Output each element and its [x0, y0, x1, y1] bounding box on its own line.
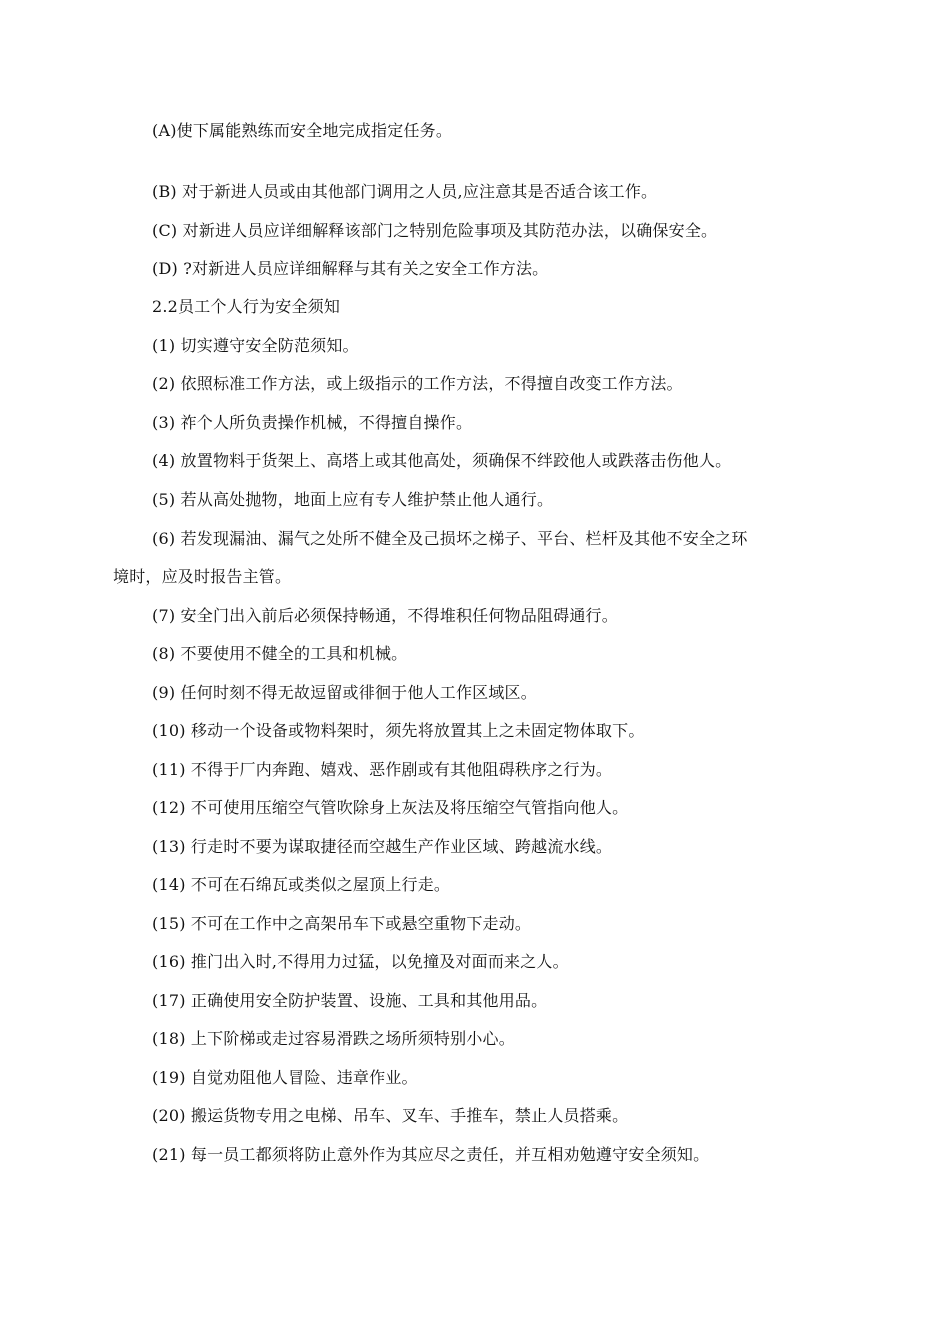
list-item-12: (12) 不可使用压缩空气管吹除身上灰法及将压缩空气管指向他人。: [152, 798, 629, 817]
list-item-6: (6) 若发现漏油、漏气之处所不健全及己损坏之梯子、平台、栏杆及其他不安全之环: [152, 529, 748, 548]
list-item-6-continuation: 境时，应及时报告主管。: [113, 567, 292, 586]
list-item-11: (11) 不得于厂内奔跑、嬉戏、恶作剧或有其他阻碍秩序之行为。: [152, 760, 613, 779]
list-item-16: (16) 推门出入时,不得用力过猛，以免撞及对面而来之人。: [152, 952, 569, 971]
list-item-19: (19) 自觉劝阻他人冒险、违章作业。: [152, 1068, 418, 1087]
list-item-2: (2) 依照标准工作方法，或上级指示的工作方法，不得擅自改变工作方法。: [152, 374, 683, 393]
list-item-7: (7) 安全门出入前后必须保持畅通，不得堆积任何物品阻碍通行。: [152, 606, 618, 625]
list-item-4: (4) 放置物料于货架上、高塔上或其他高处，须确保不绊跤他人或跌落击伤他人。: [152, 451, 732, 470]
list-item-9: (9) 任何时刻不得无故逗留或徘徊于他人工作区域区。: [152, 683, 537, 702]
list-item-1: (1) 切实遵守安全防范须知。: [152, 336, 359, 355]
paragraph-A: (A)使下属能熟练而安全地完成指定任务。: [152, 121, 453, 140]
paragraph-D: (D) ?对新进人员应详细解释与其有关之安全工作方法。: [152, 259, 549, 278]
list-item-14: (14) 不可在石绵瓦或类似之屋顶上行走。: [152, 875, 451, 894]
paragraph-B: (B) 对于新进人员或由其他部门调用之人员,应注意其是否适合该工作。: [152, 182, 658, 201]
list-item-21: (21) 每一员工都须将防止意外作为其应尽之责任，并互相劝勉遵守安全须知。: [152, 1145, 710, 1164]
section-heading: 2.2员工个人行为安全须知: [152, 297, 341, 316]
list-item-17: (17) 正确使用安全防护装置、设施、工具和其他用品。: [152, 991, 548, 1010]
list-item-3: (3) 祚个人所负责操作机械，不得擅自操作。: [152, 413, 473, 432]
paragraph-C: (C) 对新进人员应详细解释该部门之特别危险事项及其防范办法，以确保安全。: [152, 221, 718, 240]
list-item-13: (13) 行走时不要为谋取捷径而空越生产作业区域、跨越流水线。: [152, 837, 613, 856]
list-item-8: (8) 不要使用不健全的工具和机械。: [152, 644, 408, 663]
list-item-10: (10) 移动一个设备或物料架时，须先将放置其上之未固定物体取下。: [152, 721, 645, 740]
list-item-18: (18) 上下阶梯或走过容易滑跌之场所须特别小心。: [152, 1029, 515, 1048]
list-item-15: (15) 不可在工作中之高架吊车下或悬空重物下走动。: [152, 914, 532, 933]
list-item-20: (20) 搬运货物专用之电梯、吊车、叉车、手推车，禁止人员搭乘。: [152, 1106, 629, 1125]
list-item-5: (5) 若从高处抛物，地面上应有专人维护禁止他人通行。: [152, 490, 554, 509]
